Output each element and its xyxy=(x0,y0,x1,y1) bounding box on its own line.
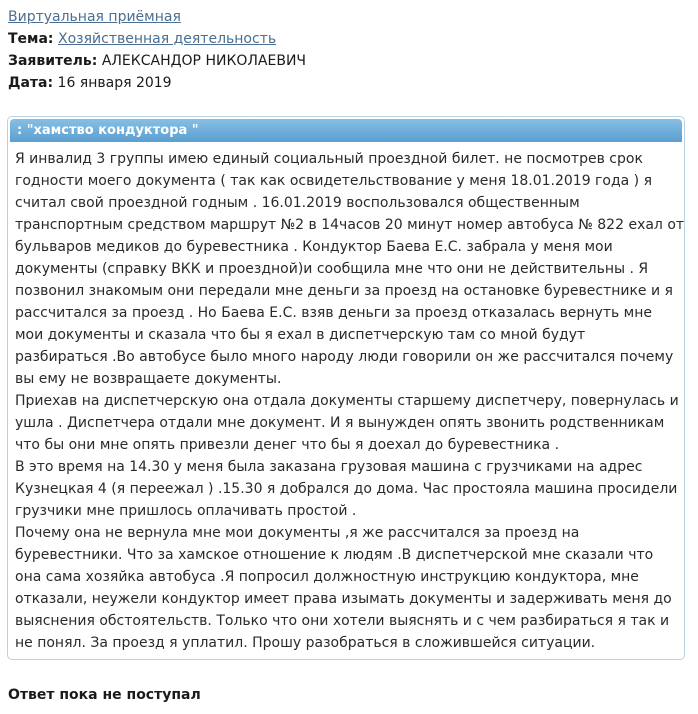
message-line: документы (справку ВКК и проездной)и сообщила мне что они не действительны . Я xyxy=(15,261,649,277)
message-line: Приехав на диспетчерскую она отдала документы старшему диспетчеру, повернулась и xyxy=(15,393,679,409)
message-line: выяснения обстоятельств. Только что они хотели выяснять и с чем разбираться я так и xyxy=(15,613,670,629)
message-title: : "хамство кондуктора " xyxy=(10,119,682,142)
message-line: В это время на 14.30 у меня была заказана грузовая машина с грузчиками на адрес xyxy=(15,459,643,475)
message-line: буревестники. Что за хамское отношение к людям .В диспетчерской мне сказали что xyxy=(15,547,654,563)
breadcrumb xyxy=(8,6,306,28)
message-line: считал свой проездной годным . 16.01.2019 воспользовался общественным xyxy=(15,195,580,211)
answer-status: Ответ пока не поступал xyxy=(8,687,201,703)
message-line: разбираться .Во автобусе было много народу люди говорили он же рассчитался почему xyxy=(15,349,674,365)
message-line: позвонил знакомым они передали мне деньги за проезд на остановке буревестнике и я xyxy=(15,283,673,299)
breadcrumb-link-virtual-reception[interactable]: Виртуальная приёмная xyxy=(8,9,181,25)
message-line: транспортным средством маршрут №2 в 14часов 20 минут номер автобуса № 822 ехал от xyxy=(15,217,685,233)
date-value: 16 января 2019 xyxy=(57,75,172,91)
message-line: ушла . Диспетчера отдали мне документ. И я вынужден опять звонить родственникам xyxy=(15,415,665,431)
message-line: годности моего документа ( так как освидетельствование у меня 18.01.2019 года ) я xyxy=(15,173,653,189)
applicant-row xyxy=(8,50,306,72)
date-row xyxy=(8,72,306,94)
message-line: не понял. За проезд я уплатил. Прошу разобраться в сложившейся ситуации. xyxy=(15,635,596,651)
message-body xyxy=(15,148,685,654)
message-line: она сама хозяйка автобуса .Я попросил должностную инструкцию кондуктора, мне xyxy=(15,569,639,585)
request-meta xyxy=(8,6,306,94)
date-label: Дата: xyxy=(8,75,54,91)
message-line: Я инвалид 3 группы имею единый социальный проездной билет. не посмотрев срок xyxy=(15,151,643,167)
topic-row xyxy=(8,28,306,50)
topic-link[interactable]: Хозяйственная деятельность xyxy=(58,31,277,47)
message-line: Почему она не вернула мне мои документы ,я же рассчитался за проезд на xyxy=(15,525,580,541)
message-line: мои документы и сказала что бы я ехал в диспетчерскую там со мной будут xyxy=(15,327,586,343)
applicant-value: АЛЕКСАНДОР НИКОЛАЕВИЧ xyxy=(101,53,307,69)
message-line: бульваров медиков до буревестника . Кондуктор Баева Е.С. забрала у меня мои xyxy=(15,239,613,255)
message-line: что бы они мне опять привезли денег что бы я доехал до буревестника . xyxy=(15,437,560,453)
message-panel xyxy=(7,116,685,660)
message-line: вы ему не возвращаете документы. xyxy=(15,371,282,387)
applicant-label: Заявитель: xyxy=(8,53,98,69)
message-line: рассчитался за проезд . Но Баева Е.С. взяв деньги за проезд отказалась вернуть мне xyxy=(15,305,653,321)
topic-label: Тема: xyxy=(8,31,54,47)
message-line: грузчики мне пришлось оплачивать простой . xyxy=(15,503,357,519)
message-line: Кузнецкая 4 (я переежал ) .15.30 я добрался до дома. Час простояла машина просидели xyxy=(15,481,678,497)
message-line: отказали, неужели кондуктор имеет права изымать документы и задерживать меня до xyxy=(15,591,672,607)
